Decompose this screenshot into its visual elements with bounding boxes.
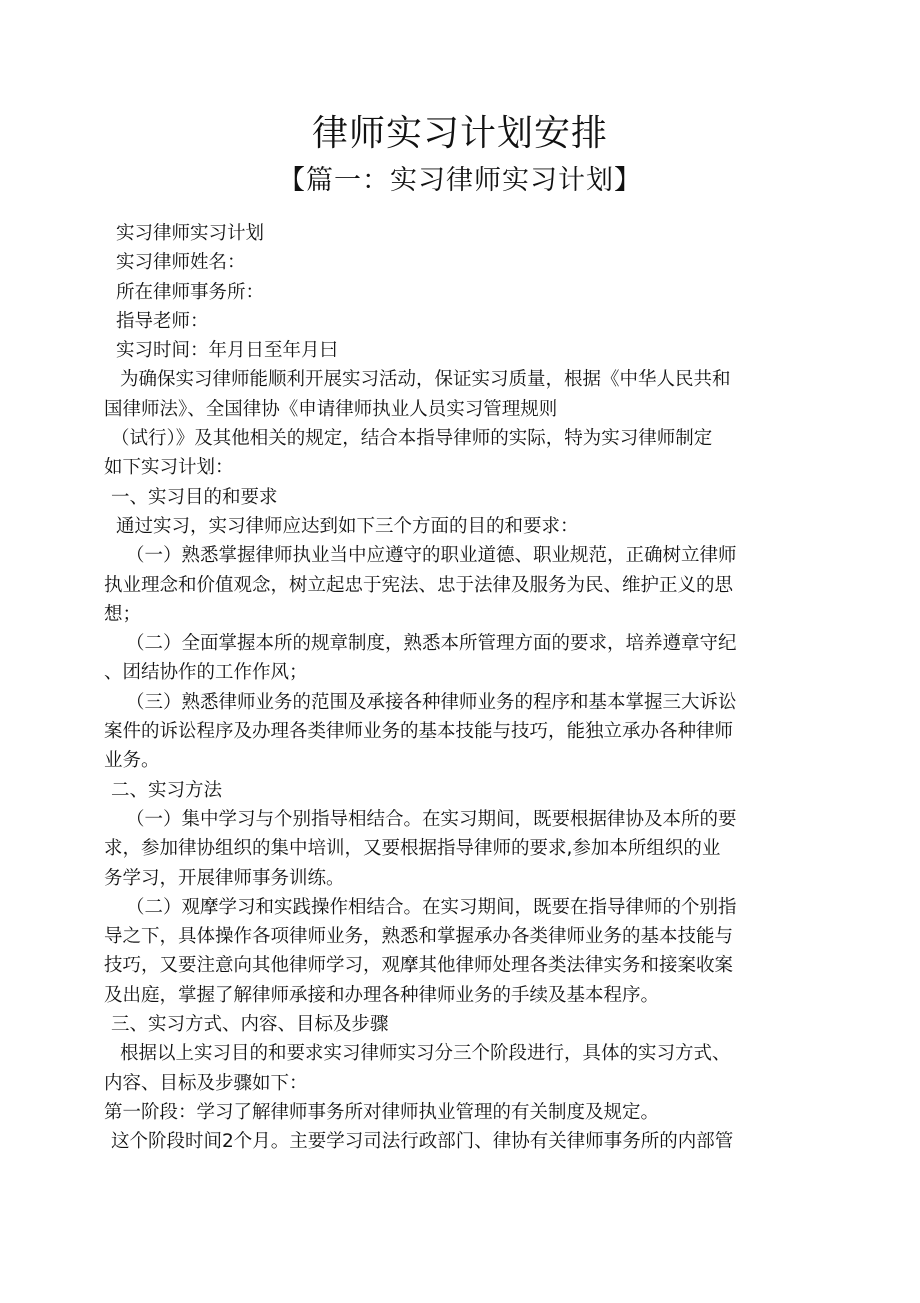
text-line: 通过实习，实习律师应达到如下三个方面的目的和要求：: [116, 515, 579, 537]
text-line: 为确保实习律师能顺利开展实习活动，保证实习质量，根据《中华人民共和: [120, 369, 731, 391]
text-line: 指导老师：: [116, 310, 209, 332]
text-line: 求，参加律协组织的集中培训，又要根据指导律师的要求,参加本所组织的业: [104, 838, 721, 860]
text-line: 所在律师事务所：: [116, 281, 265, 303]
text-line: 实习律师实习计划: [116, 223, 265, 244]
text-line: 国律师法》、全国律协《申请律师执业人员实习管理规则: [104, 398, 558, 420]
section-heading: 三、实习方式、内容、目标及步骤: [111, 1014, 389, 1036]
document-body: [104, 219, 798, 1157]
text-line: 实习律师姓名：: [116, 252, 246, 274]
section-heading: 一、实习目的和要求: [111, 486, 278, 508]
text-line: （二）全面掌握本所的规章制度，熟悉本所管理方面的要求，培养遵章守纪: [126, 633, 737, 655]
text-line: 根据以上实习目的和要求实习律师实习分三个阶段进行，具体的实习方式、: [120, 1043, 731, 1065]
text-line: 这个阶段时间2个月。主要学习司法行政部门、律协有关律师事务所的内部管: [111, 1131, 734, 1153]
text-line: 案件的诉讼程序及办理各类律师业务的基本技能与技巧，能独立承办各种律师: [104, 721, 734, 743]
text-line: （一）熟悉掌握律师执业当中应遵守的职业道德、职业规范，正确树立律师: [126, 545, 737, 567]
text-line: 技巧，又要注意向其他律师学习，观摩其他律师处理各类法律实务和接案收案: [104, 955, 734, 977]
section-heading: 二、实习方法: [111, 779, 223, 801]
text-line: 、团结协作的工作作风；: [104, 662, 308, 684]
text-line: 务学习，开展律师事务训练。: [104, 867, 345, 889]
text-line: 实习时间：年月日至年月曰: [116, 340, 339, 362]
text-line: 如下实习计划：: [104, 457, 234, 479]
text-line: （二）观摩学习和实践操作相结合。在实习期间，既要在指导律师的个别指: [126, 896, 737, 918]
text-line: （一）集中学习与个别指导相结合。在实习期间，既要根据律协及本所的要: [126, 808, 737, 830]
text-line: 想；: [104, 603, 142, 625]
text-line: 业务。: [104, 750, 160, 772]
text-line: 第一阶段：学习了解律师事务所对律师执业管理的有关制度及规定。: [104, 1101, 660, 1123]
text-line: 执业理念和价值观念，树立起忠于宪法、忠于法律及服务为民、维护正义的思: [104, 574, 734, 596]
text-line: 导之下，具体操作各项律师业务，熟悉和掌握承办各类律师业务的基本技能与: [104, 926, 734, 948]
document-subtitle: 【篇一：实习律师实习计划】: [278, 165, 642, 196]
text-line: 内容、目标及步骤如下：: [104, 1072, 308, 1094]
text-line: （试行）》及其他相关的规定，结合本指导律师的实际，特为实习律师制定: [111, 428, 713, 450]
text-line: 及出庭，掌握了解律师承接和办理各种律师业务的手续及基本程序。: [104, 984, 660, 1006]
document-title: 律师实习计划安排: [311, 113, 608, 154]
text-line: （三）熟悉律师业务的范围及承接各种律师业务的程序和基本掌握三大诉讼: [126, 691, 737, 713]
